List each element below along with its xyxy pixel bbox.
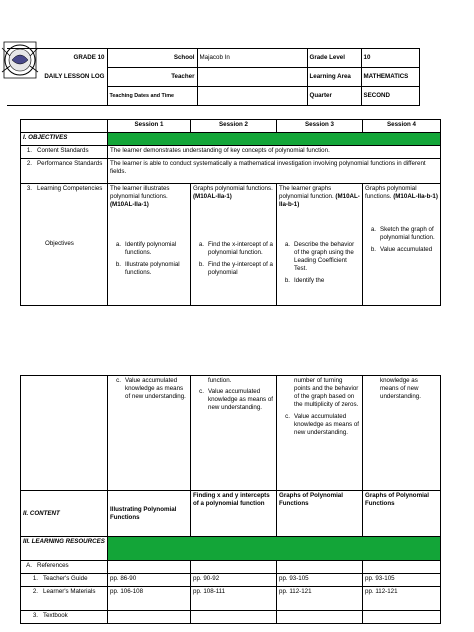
content-standards-value: The learner demonstrates understanding of key concepts of polynomial function.	[108, 146, 441, 159]
session-4-header: Session 4	[363, 120, 441, 133]
competency-text: Graphs polynomial functions.	[193, 185, 273, 192]
objectives-green-bar	[108, 133, 441, 146]
objective-list	[279, 241, 360, 285]
daily-lesson-log-title: DAILY LESSON LOG	[44, 73, 105, 81]
session-1-header: Session 1	[108, 120, 191, 133]
content-session-3: Graphs of Polynomial Functions	[277, 491, 363, 537]
objective-item: a. Find the x-intercept of a polynomial function.	[198, 240, 274, 256]
performance-standards-text-label: Performance Standards	[37, 160, 103, 167]
objectives-cont-session-2	[191, 376, 277, 491]
header-info-table	[7, 48, 420, 106]
objective-list	[365, 226, 438, 254]
objectives-label: Objectives	[45, 239, 74, 247]
objective-item: b. Illustrate polynomial functions.	[115, 260, 180, 276]
teacher-label: Teacher	[107, 68, 197, 87]
learners-materials-session-3: pp. 112-121	[277, 587, 363, 611]
objective-list	[279, 377, 360, 437]
learning-resources-green-bar	[108, 537, 441, 561]
school-value: Majacob In	[197, 49, 307, 68]
teachers-guide-session-1: pp. 86-90	[108, 574, 191, 587]
competency-code: (M10AL-IIa-b-1)	[393, 192, 438, 200]
content-session-1: Illustrating Polynomial Functions	[108, 491, 191, 537]
session-3-header: Session 3	[277, 120, 363, 133]
school-label: School	[107, 49, 197, 68]
objectives-continued-label	[21, 376, 108, 491]
performance-standards-label	[21, 159, 108, 184]
grade-level-label: Grade Level	[307, 49, 361, 68]
objective-item: a. Sketch the graph of polynomial function.	[370, 225, 435, 241]
objective-list	[110, 241, 188, 277]
learning-competencies-num: 3.	[26, 185, 32, 192]
performance-standards-value: The learner is able to conduct systematically a mathematical investigation involving polynomial functions in different fields.	[108, 159, 441, 184]
content-standards-label	[21, 146, 108, 159]
competency-cell-session-1	[108, 184, 191, 306]
lesson-log-table-part-2	[20, 375, 441, 624]
objective-item: b. Find the y-intercept of a polynomial	[198, 260, 274, 276]
objective-list	[193, 241, 274, 277]
objective-item: function.	[208, 377, 232, 384]
objective-item: c. Value accumulated knowledge as means of new understanding.	[199, 387, 274, 411]
grade-title: GRADE 10	[7, 49, 107, 68]
teacher-value	[197, 68, 307, 87]
objective-list	[193, 377, 274, 412]
objective-item: b. Value accumulated	[370, 245, 433, 253]
objective-list	[110, 377, 188, 401]
dates-label: Teaching Dates and Time	[107, 87, 197, 106]
competency-cell-session-4	[363, 184, 441, 306]
lesson-log-table-part-1	[20, 119, 441, 306]
competency-text: The learner illustrates polynomial functions.	[110, 185, 170, 200]
objective-item: a. Identify polynomial functions.	[115, 240, 177, 256]
objective-item: knowledge as means of new understanding.	[380, 377, 421, 400]
teachers-guide-num: 1.	[32, 575, 38, 582]
learning-area-value: MATHEMATICS	[361, 68, 419, 87]
objectives-cont-session-1	[108, 376, 191, 491]
competency-code: (M10AL-IIa-1)	[193, 192, 232, 200]
competency-text: The learner graphs polynomial function.	[279, 185, 334, 200]
references-mark: A.	[26, 562, 32, 569]
learners-materials-label	[21, 587, 108, 611]
learning-competencies-label	[21, 184, 108, 306]
content-session-4: Graphs of Polynomial Functions	[363, 491, 441, 537]
objectives-heading: I. OBJECTIVES	[21, 133, 108, 146]
teachers-guide-label	[21, 574, 108, 587]
competency-code: (M10AL-IIa-b-1)	[279, 192, 360, 208]
competency-code: (M10AL-IIa-1)	[110, 200, 149, 208]
competency-text: Graphs polynomial functions.	[365, 185, 417, 200]
content-standards-num: 1.	[26, 147, 32, 154]
learners-materials-session-2: pp. 108-111	[191, 587, 277, 611]
competency-cell-session-3	[277, 184, 363, 306]
content-standards-text-label: Content Standards	[37, 147, 89, 154]
learners-materials-text: Learner's Materials	[43, 588, 96, 595]
performance-standards-num: 2.	[26, 160, 32, 167]
competency-cell-session-2	[191, 184, 277, 306]
quarter-value: SECOND	[361, 87, 419, 106]
learners-materials-num: 2.	[32, 588, 38, 595]
textbook-label	[21, 611, 108, 624]
content-heading: II. CONTENT	[21, 491, 108, 537]
objective-item: c. Value accumulated knowledge as means of new understanding.	[285, 412, 360, 436]
objectives-cont-session-3	[277, 376, 363, 491]
references-text: References	[37, 562, 69, 569]
teachers-guide-session-2: pp. 90-92	[191, 574, 277, 587]
quarter-label: Quarter	[307, 87, 361, 106]
references-label	[21, 561, 108, 574]
teachers-guide-text: Teacher's Guide	[43, 575, 88, 582]
content-session-2: Finding x and y intercepts of a polynomial function	[191, 491, 277, 537]
objective-list	[365, 377, 438, 401]
learners-materials-session-1: pp. 106-108	[108, 587, 191, 611]
textbook-num: 3.	[32, 612, 38, 619]
objective-item: number of turning points and the behavior of the graph based on the multiplicity of zeros.	[294, 377, 359, 408]
dates-value	[197, 87, 307, 106]
objective-item: a. Describe the behavior of the graph using the Leading Coefficient Test.	[284, 240, 355, 272]
teachers-guide-session-3: pp. 93-105	[277, 574, 363, 587]
objective-item: c. Value accumulated knowledge as means of new understanding.	[116, 377, 186, 400]
grade-level-value: 10	[361, 49, 419, 68]
session-2-header: Session 2	[191, 120, 277, 133]
learning-resources-heading: III. LEARNING RESOURCES	[21, 537, 108, 561]
learning-area-label: Learning Area	[307, 68, 361, 87]
objectives-cont-session-4	[363, 376, 441, 491]
learning-competencies-text-label: Learning Competencies	[37, 185, 103, 192]
learners-materials-session-4: pp. 112-121	[363, 587, 441, 611]
textbook-text: Textbook	[43, 612, 68, 619]
objective-item: b. Identify the	[284, 276, 325, 284]
teachers-guide-session-4: pp. 93-105	[363, 574, 441, 587]
